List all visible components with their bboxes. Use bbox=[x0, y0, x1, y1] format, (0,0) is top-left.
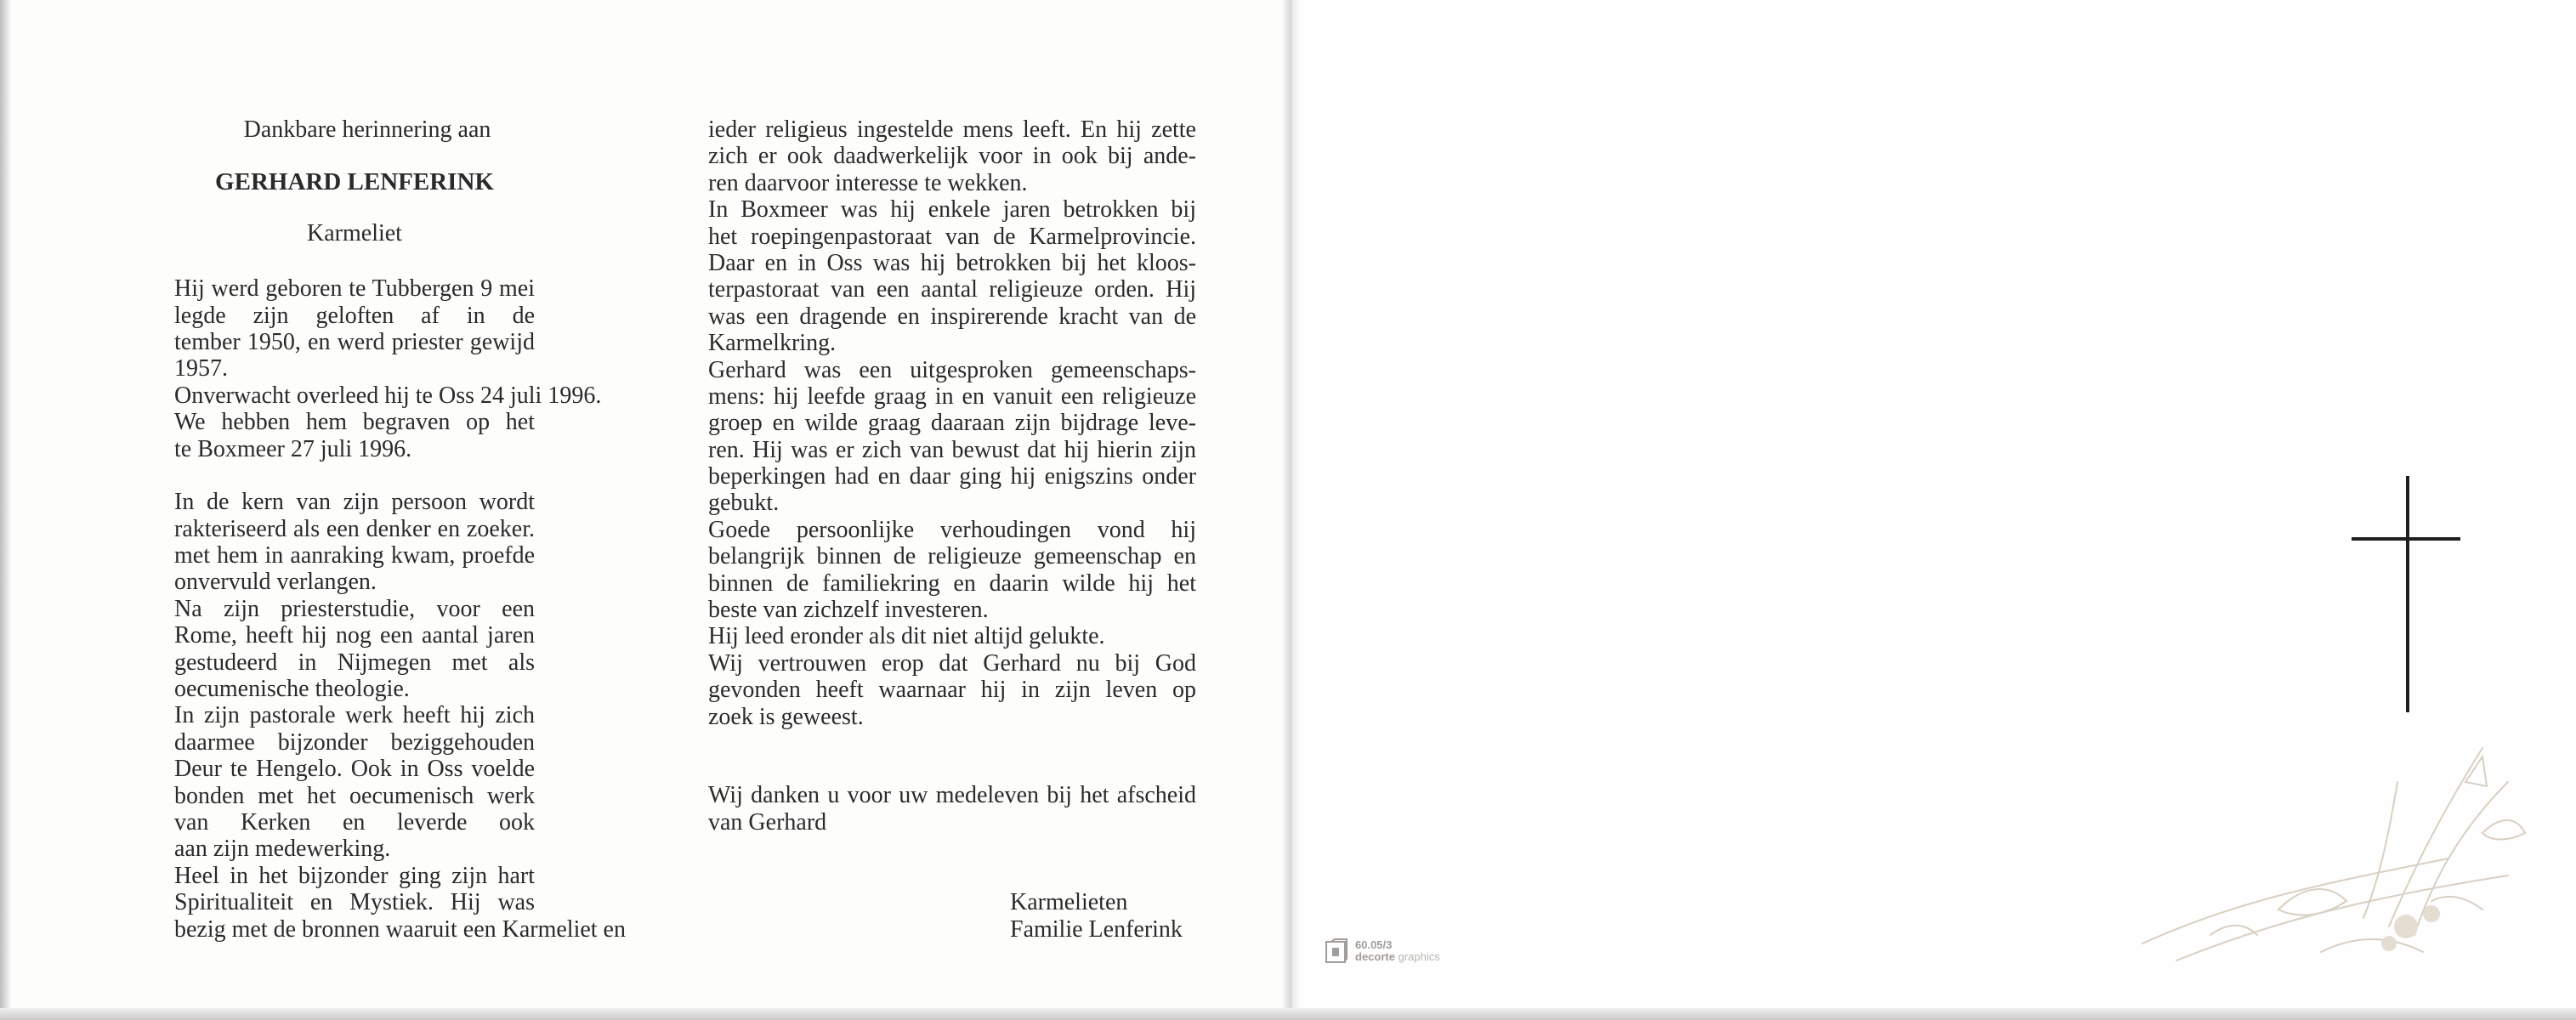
text-line: van Gerhard bbox=[708, 808, 827, 836]
text-line: Hij werd geboren te Tubbergen 9 mei bbox=[174, 275, 535, 303]
thanks-text bbox=[708, 782, 1196, 836]
text-line: zoek is geweest. bbox=[708, 703, 864, 730]
text-line: Daar en in Oss was hij betrokken bij het kloos- bbox=[708, 249, 1196, 276]
text-line: oecumenische theologie. bbox=[174, 676, 410, 703]
logo-brand: decorte bbox=[1355, 950, 1395, 963]
text-line: gestudeerd in Nijmegen met als bbox=[174, 649, 535, 676]
text-line: bonden met het oecumenisch werk bbox=[174, 782, 535, 809]
text-line: beste van zichzelf investeren. bbox=[708, 597, 989, 624]
text-line: gebukt. bbox=[708, 490, 780, 517]
paragraph bbox=[708, 650, 1196, 730]
paragraph bbox=[174, 275, 535, 382]
text-line: Wij vertrouwen erop dat Gerhard nu bij God bbox=[708, 649, 1196, 677]
scan-edge-left bbox=[0, 0, 10, 1020]
paragraph bbox=[174, 862, 626, 943]
text-line: ieder religieus ingestelde mens leeft. En hij zette bbox=[708, 116, 1196, 143]
paragraph bbox=[708, 196, 1196, 356]
text-line: tember 1950, en werd priester gewijd bbox=[174, 328, 535, 355]
text-line: Deur te Hengelo. Ook in Oss voelde bbox=[174, 756, 535, 783]
text-line: zich er ook daadwerkelijk voor in ook bij ande- bbox=[708, 143, 1196, 170]
subtitle: Karmeliet bbox=[307, 219, 402, 246]
text-line: We hebben hem begraven op het bbox=[174, 409, 535, 436]
text-line: binnen de familiekring en daarin wilde hij het bbox=[708, 570, 1196, 597]
text-line: Onverwacht overleed hij te Oss 24 juli 1996. bbox=[174, 382, 602, 409]
text-line: het roepingenpastoraat van de Karmelprovincie. bbox=[708, 223, 1196, 250]
text-line: Gerhard was een uitgesproken gemeenschaps- bbox=[708, 356, 1196, 383]
biography-text bbox=[174, 489, 626, 943]
text-line: belangrijk binnen de religieuze gemeenschap en bbox=[708, 543, 1196, 570]
text-line: met hem in aanraking kwam, proefde bbox=[174, 542, 535, 570]
card-fold bbox=[1282, 0, 1301, 1020]
signature bbox=[1010, 889, 1196, 943]
paragraph bbox=[708, 623, 1196, 649]
text-line: Spiritualiteit en Mystiek. Hij was bbox=[174, 889, 535, 916]
text-line: Karmelkring. bbox=[708, 330, 837, 357]
text-line: ren. Hij was er zich van bewust dat hij hierin zijn bbox=[708, 436, 1196, 463]
text-line: daarmee bijzonder beziggehouden bbox=[174, 728, 535, 756]
text-line: was een dragende en inspirerende kracht van de bbox=[708, 303, 1196, 330]
text-line: te Boxmeer 27 juli 1996. bbox=[174, 435, 412, 462]
card-logo-icon bbox=[1325, 938, 1350, 964]
text-line: 1957. bbox=[174, 355, 228, 382]
text-line: ren daarvoor interesse te wekken. bbox=[708, 169, 1028, 196]
logo-suffix: graphics bbox=[1398, 950, 1440, 963]
text-line: gevonden heeft waarnaar hij in zijn leven op bbox=[708, 677, 1196, 704]
paragraph bbox=[708, 357, 1196, 517]
text-line: rakteriseerd als een denker en zoeker. bbox=[174, 515, 535, 542]
text-line: Wij danken u voor uw medeleven bij het afscheid bbox=[708, 782, 1196, 809]
publisher-logo bbox=[1325, 938, 1440, 964]
paragraph bbox=[174, 596, 535, 703]
cross-icon bbox=[2406, 476, 2409, 712]
text-line: Rome, heeft hij nog een aantal jaren bbox=[174, 622, 535, 649]
text-line: Goede persoonlijke verhoudingen vond hij bbox=[708, 516, 1196, 543]
biography-dates bbox=[174, 275, 602, 462]
text-line: aan zijn medewerking. bbox=[174, 836, 391, 863]
paragraph bbox=[174, 382, 602, 409]
text-line: Heel in het bijzonder ging zijn hart bbox=[174, 862, 535, 889]
signature-line: Karmelieten bbox=[1010, 889, 1128, 916]
paragraph bbox=[708, 116, 1196, 196]
logo-code: 60.05/3 bbox=[1355, 938, 1393, 951]
text-line: beperkingen had en daar ging hij enigszins onder bbox=[708, 463, 1196, 490]
text-line: Hij leed eronder als dit niet altijd gelukte. bbox=[708, 623, 1105, 650]
paragraph bbox=[708, 517, 1196, 624]
deceased-name: GERHARD LENFERINK bbox=[215, 168, 494, 196]
scan-edge-bottom bbox=[0, 1008, 2576, 1020]
paragraph bbox=[174, 409, 535, 462]
text-line: In zijn pastorale werk heeft hij zich bbox=[174, 702, 535, 729]
right-column bbox=[708, 116, 1196, 943]
paragraph bbox=[708, 782, 1196, 836]
text-line: onvervuld verlangen. bbox=[174, 569, 377, 596]
text-line: In de kern van zijn persoon wordt bbox=[174, 489, 535, 516]
text-line: groep en wilde graag daaraan zijn bijdrage leve- bbox=[708, 410, 1196, 437]
left-column bbox=[174, 116, 626, 943]
text-line: van Kerken en leverde ook bbox=[174, 808, 535, 836]
text-line: mens: hij leefde graag in en vanuit een religieuze bbox=[708, 382, 1196, 410]
biography-continued bbox=[708, 116, 1196, 730]
text-line: Na zijn priesterstudie, voor een bbox=[174, 595, 535, 622]
floral-decoration-icon bbox=[2108, 731, 2550, 986]
cross-icon-bar bbox=[2352, 537, 2460, 541]
heading: Dankbare herinnering aan bbox=[243, 116, 491, 143]
text-line: In Boxmeer was hij enkele jaren betrokken bij bbox=[708, 196, 1196, 224]
paragraph bbox=[174, 489, 535, 596]
text-line: legde zijn geloften af in de bbox=[174, 302, 535, 329]
text-line: bezig met de bronnen waaruit een Karmeliet en bbox=[174, 915, 626, 943]
signature-line: Familie Lenferink bbox=[1010, 915, 1183, 943]
paragraph bbox=[174, 702, 535, 862]
text-line: terpastoraat van een aantal religieuze orden. Hij bbox=[708, 276, 1196, 303]
